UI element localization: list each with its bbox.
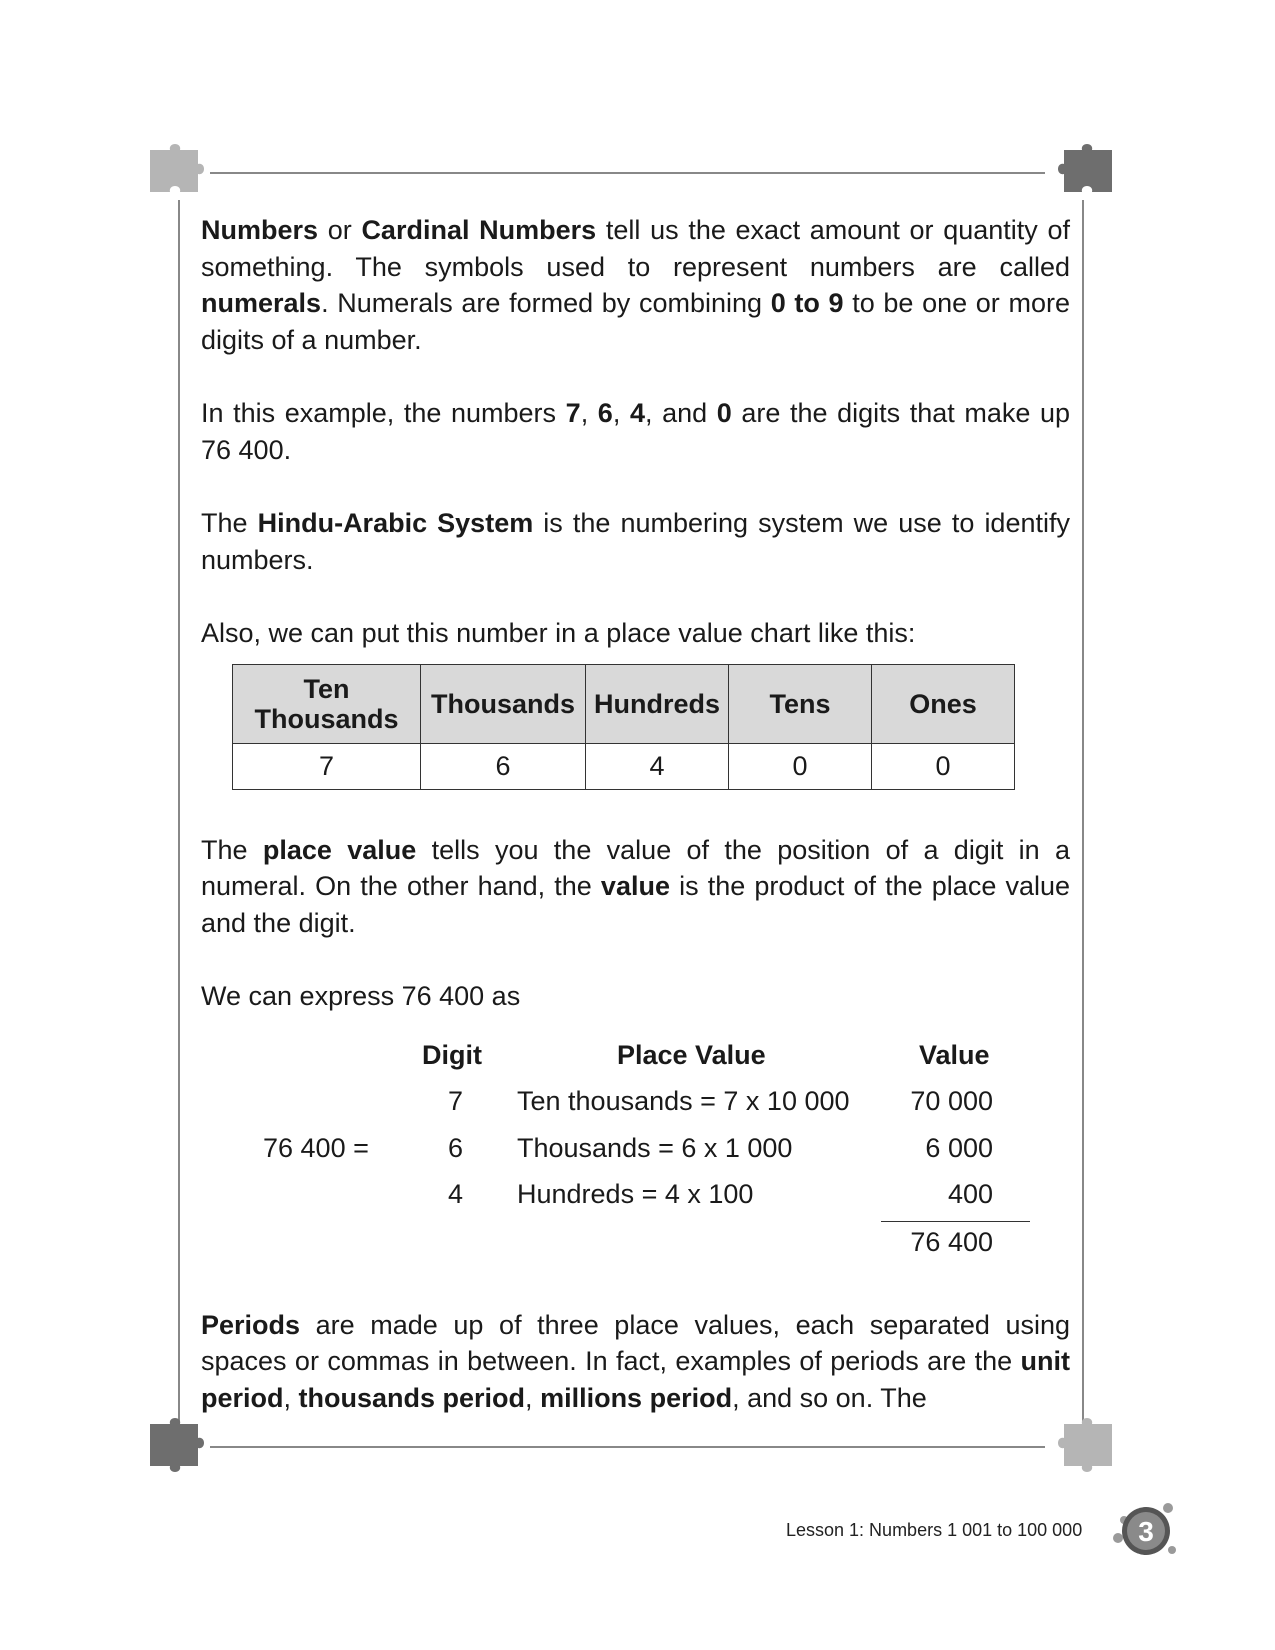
text: , and: [644, 398, 717, 428]
header-line: Thousands: [254, 703, 399, 734]
value-header: Value: [919, 1039, 990, 1070]
term-0-to-9: 0 to 9: [770, 288, 844, 318]
term-place-value: place value: [262, 834, 417, 865]
term-unit-period: unit period: [201, 1346, 1070, 1413]
table-cell: 0: [729, 743, 872, 789]
text: is the product of the place value and the digit.: [201, 871, 1070, 938]
puzzle-piece-icon: [146, 140, 214, 200]
paragraph-digits-example: [201, 395, 1070, 468]
text: to be one or more digits of a number.: [201, 288, 1070, 355]
frame-right-line: [1082, 200, 1084, 1422]
text: . Numerals are formed by combining: [321, 288, 771, 318]
text: In this example, the numbers: [201, 398, 566, 428]
text: The: [201, 508, 258, 538]
frame-top-line: [210, 172, 1045, 174]
paragraph-express: We can express 76 400 as: [201, 981, 521, 1011]
text: tells you the value of the position of a digit in a numeral. On the other hand, the: [201, 834, 1071, 901]
text: The: [201, 834, 263, 865]
paragraph-place-value: [201, 832, 1070, 942]
puzzle-piece-icon: [1048, 1416, 1116, 1476]
column-header: Hundreds: [586, 664, 729, 743]
text: ,: [283, 1382, 299, 1413]
term-value: value: [600, 871, 670, 901]
frame-left-line: [178, 200, 180, 1422]
place-value-header: Place Value: [617, 1039, 766, 1070]
term-cardinal-numbers: Cardinal Numbers: [361, 215, 597, 245]
puzzle-piece-icon: [1048, 140, 1116, 200]
paragraph-cardinal-numbers: [201, 212, 1070, 358]
text: are the digits that make up 76 400.: [201, 398, 1070, 465]
term-numbers: Numbers: [201, 215, 319, 245]
page-number-badge: [1110, 1498, 1178, 1560]
lesson-content: [201, 212, 1070, 1416]
paragraph-hindu-arabic: [201, 505, 1070, 578]
paragraph-periods: [201, 1307, 1070, 1417]
column-header: Thousands: [421, 664, 586, 743]
table-cell: 7: [233, 743, 421, 789]
row-place-value: Hundreds = 4 x 100: [517, 1178, 754, 1209]
text: are made up of three place values, each separated using spaces or commas in between. In fact, examples of periods are the: [201, 1309, 1070, 1376]
table-cell: 6: [421, 743, 586, 789]
text: or: [318, 215, 362, 245]
term-periods: Periods: [201, 1309, 301, 1340]
term-millions-period: millions period: [540, 1382, 733, 1413]
puzzle-piece-icon: [146, 1416, 214, 1476]
row-digit: 6: [448, 1132, 464, 1163]
digit: 4: [629, 398, 645, 428]
header-line: Ten: [303, 673, 350, 704]
text: tell us the exact amount or quantity of something. The symbols used to represent numbers are called: [201, 215, 1071, 282]
sum-line: [881, 1221, 1030, 1223]
text: ,: [580, 398, 598, 428]
row-value: 400: [947, 1178, 993, 1209]
text: is the numbering system we use to identify numbers.: [201, 508, 1070, 575]
row-digit: 4: [448, 1178, 464, 1209]
digit-header: Digit: [422, 1039, 482, 1070]
term-thousands-period: thousands period: [298, 1382, 526, 1413]
column-header: [233, 664, 421, 743]
digit: 7: [565, 398, 581, 428]
text: , and so on. The: [732, 1382, 927, 1413]
row-value: 70 000: [910, 1085, 993, 1116]
table-cell: 4: [586, 743, 729, 789]
row-place-value: Thousands = 6 x 1 000: [517, 1132, 793, 1163]
term-hindu-arabic-system: Hindu-Arabic System: [257, 508, 534, 538]
frame-bottom-line: [210, 1446, 1045, 1448]
digit: 0: [716, 398, 732, 428]
table-header-row: [233, 664, 1015, 743]
row-digit: 7: [448, 1085, 464, 1116]
table-row: [233, 743, 1015, 789]
page-number: 3: [1138, 1516, 1154, 1547]
table-cell: 0: [872, 743, 1015, 789]
row-value: 6 000: [925, 1132, 993, 1163]
text: ,: [612, 398, 630, 428]
text: ,: [525, 1382, 541, 1413]
term-numerals: numerals: [201, 288, 322, 318]
total-value: 76 400: [910, 1226, 993, 1257]
column-header: Ones: [872, 664, 1015, 743]
row-place-value: Ten thousands = 7 x 10 000: [517, 1085, 850, 1116]
expansion-label: 76 400 =: [263, 1132, 369, 1163]
expanded-form: [201, 1037, 1070, 1267]
column-header: Tens: [729, 664, 872, 743]
place-value-chart: [232, 664, 1015, 790]
paragraph-chart-intro: Also, we can put this number in a place value chart like this:: [201, 618, 916, 648]
footer-lesson-title: Lesson 1: Numbers 1 001 to 100 000: [786, 1520, 1083, 1540]
digit: 6: [597, 398, 613, 428]
